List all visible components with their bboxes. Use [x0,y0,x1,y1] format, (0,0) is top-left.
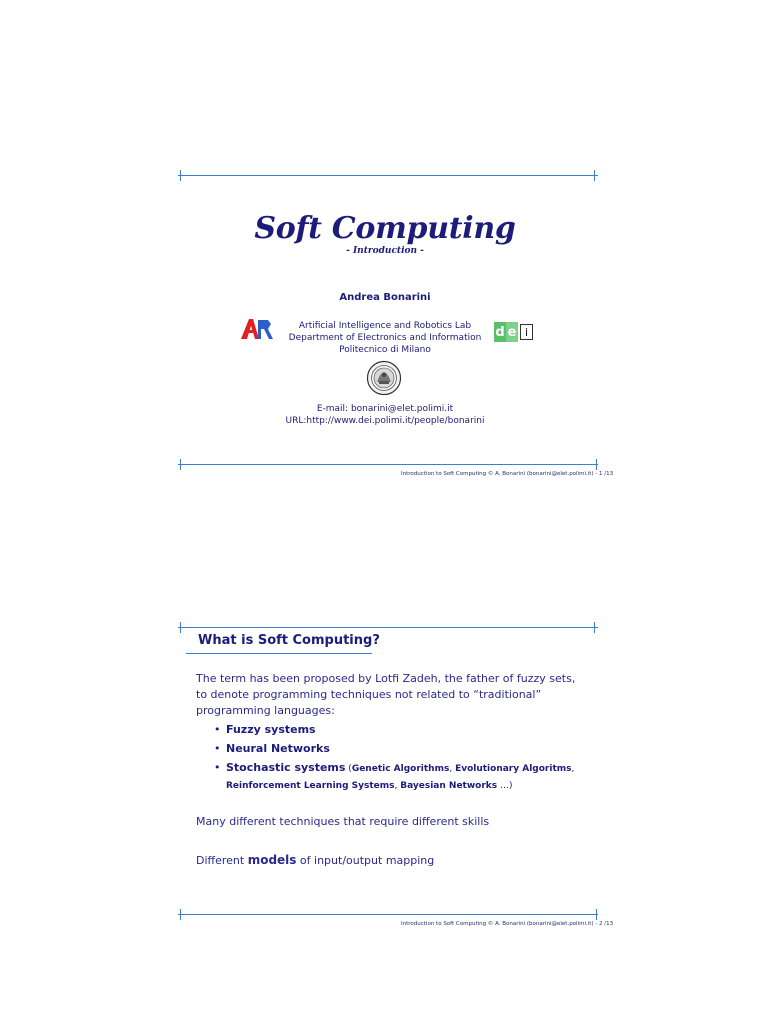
bullet-neural-networks: • Neural Networks [214,741,594,756]
slide-title: Soft Computing [254,211,516,246]
top-rule-1-tick-right [594,170,595,181]
top-rule-2-tick-left [180,622,181,633]
dei-logo-i: i [520,324,533,340]
affiliation-line-2: Department of Electronics and Information [288,333,482,343]
slide-2-title: What is Soft Computing? [198,633,380,648]
dei-logo-icon [494,322,533,342]
bottom-rule-1 [178,464,598,465]
bottom-rule-1-tick-left [180,459,181,470]
item-evolutionary-algoritms: Evolutionary Algoritms [455,764,572,774]
slide-1-footer: Introduction to Soft Computing © A. Bonarini (bonarini@elet.polimi.it) - 1 /13 [401,471,614,477]
top-rule-1 [178,175,598,176]
slide-2-intro: The term has been proposed by Lotfi Zadeh, the father of fuzzy sets, to denote programming techniques not related to “traditional” programming languages: [196,672,576,717]
author-name: Andrea Bonarini [339,292,431,303]
dei-logo-d: d [494,322,506,342]
url-text: URL:http://www.dei.polimi.it/people/bonarini [285,416,485,426]
politecnico-seal-icon [366,360,402,396]
dei-logo-e: e [506,322,518,342]
models-word: models [247,853,297,867]
technique-list [214,722,594,798]
bullet-fuzzy-systems: • Fuzzy systems [214,722,594,737]
slide-2-title-underline [186,653,372,654]
item-reinforcement-learning: Reinforcement Learning Systems [226,781,395,791]
email-text: E-mail: bonarini@elet.polimi.it [316,404,454,414]
affiliation-block [280,320,490,356]
airlab-logo-icon [240,318,274,340]
bottom-rule-2-tick-right [596,909,597,920]
affiliation-line-3: Politecnico di Milano [339,345,431,355]
top-rule-1-tick-left [180,170,181,181]
item-bayesian-networks: Bayesian Networks [400,781,498,791]
item-genetic-algorithms: Genetic Algorithms [351,764,450,774]
bottom-rule-2-tick-left [180,909,181,920]
stochastic-label: Stochastic systems [226,761,346,774]
slide-2-footer: Introduction to Soft Computing © A. Bonarini (bonarini@elet.polimi.it) - 2 /13 [401,921,614,927]
top-rule-2 [178,627,598,628]
top-rule-2-tick-right [594,622,595,633]
contact-block [230,403,540,427]
slide-subtitle: - Introduction - [346,246,424,256]
bottom-rule-1-tick-right [596,459,597,470]
slide-2-line-skills: Many different techniques that require different skills [196,815,490,828]
bottom-rule-2 [178,914,598,915]
affiliation-line-1: Artificial Intelligence and Robotics Lab [298,321,472,331]
bullet-stochastic-systems: • Stochastic systems (Genetic Algorithms, Evolutionary Algoritms, Reinforcement Learning Systems, Bayesian Networks …) [214,760,594,794]
slide-2-line-models: Different models of input/output mapping [196,853,435,867]
